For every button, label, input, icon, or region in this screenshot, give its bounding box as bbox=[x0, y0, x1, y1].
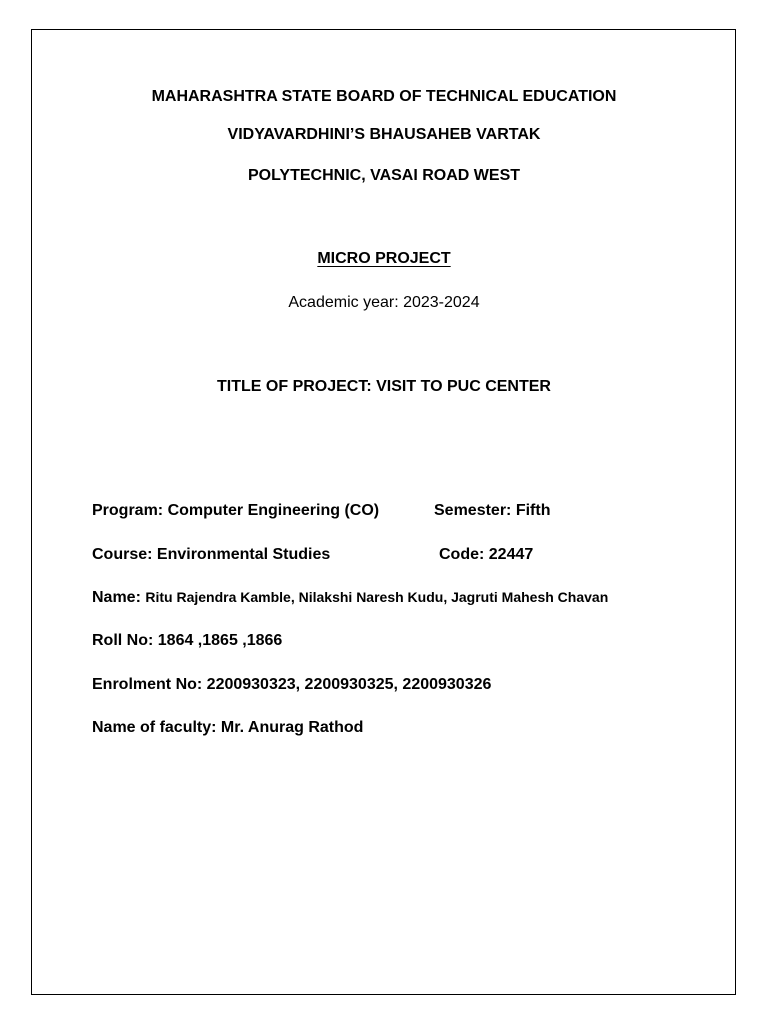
project-title: TITLE OF PROJECT: VISIT TO PUC CENTER bbox=[217, 378, 551, 395]
board-name: MAHARASHTRA STATE BOARD OF TECHNICAL EDUCATION bbox=[151, 88, 617, 105]
institute-name-line2: POLYTECHNIC, VASAI ROAD WEST bbox=[247, 167, 521, 184]
semester-field: Semester: Fifth bbox=[434, 502, 551, 519]
institute-name-line1: VIDYAVARDHINI’S BHAUSAHEB VARTAK bbox=[227, 126, 541, 143]
code-field: Code: 22447 bbox=[439, 546, 534, 563]
enrolment-no-field: Enrolment No: 2200930323, 2200930325, 2200930326 bbox=[92, 676, 492, 693]
faculty-field: Name of faculty: Mr. Anurag Rathod bbox=[92, 719, 364, 736]
micro-project-heading: MICRO PROJECT bbox=[317, 250, 451, 267]
program-field: Program: Computer Engineering (CO) bbox=[92, 502, 380, 519]
name-label: Name: bbox=[92, 589, 141, 606]
academic-year: Academic year: 2023-2024 bbox=[288, 294, 480, 311]
student-names-field bbox=[92, 589, 608, 607]
course-field: Course: Environmental Studies bbox=[92, 546, 331, 563]
student-names: Ritu Rajendra Kamble, Nilakshi Naresh Kudu, Jagruti Mahesh Chavan bbox=[145, 589, 609, 605]
roll-no-field: Roll No: 1864 ,1865 ,1866 bbox=[92, 632, 283, 649]
